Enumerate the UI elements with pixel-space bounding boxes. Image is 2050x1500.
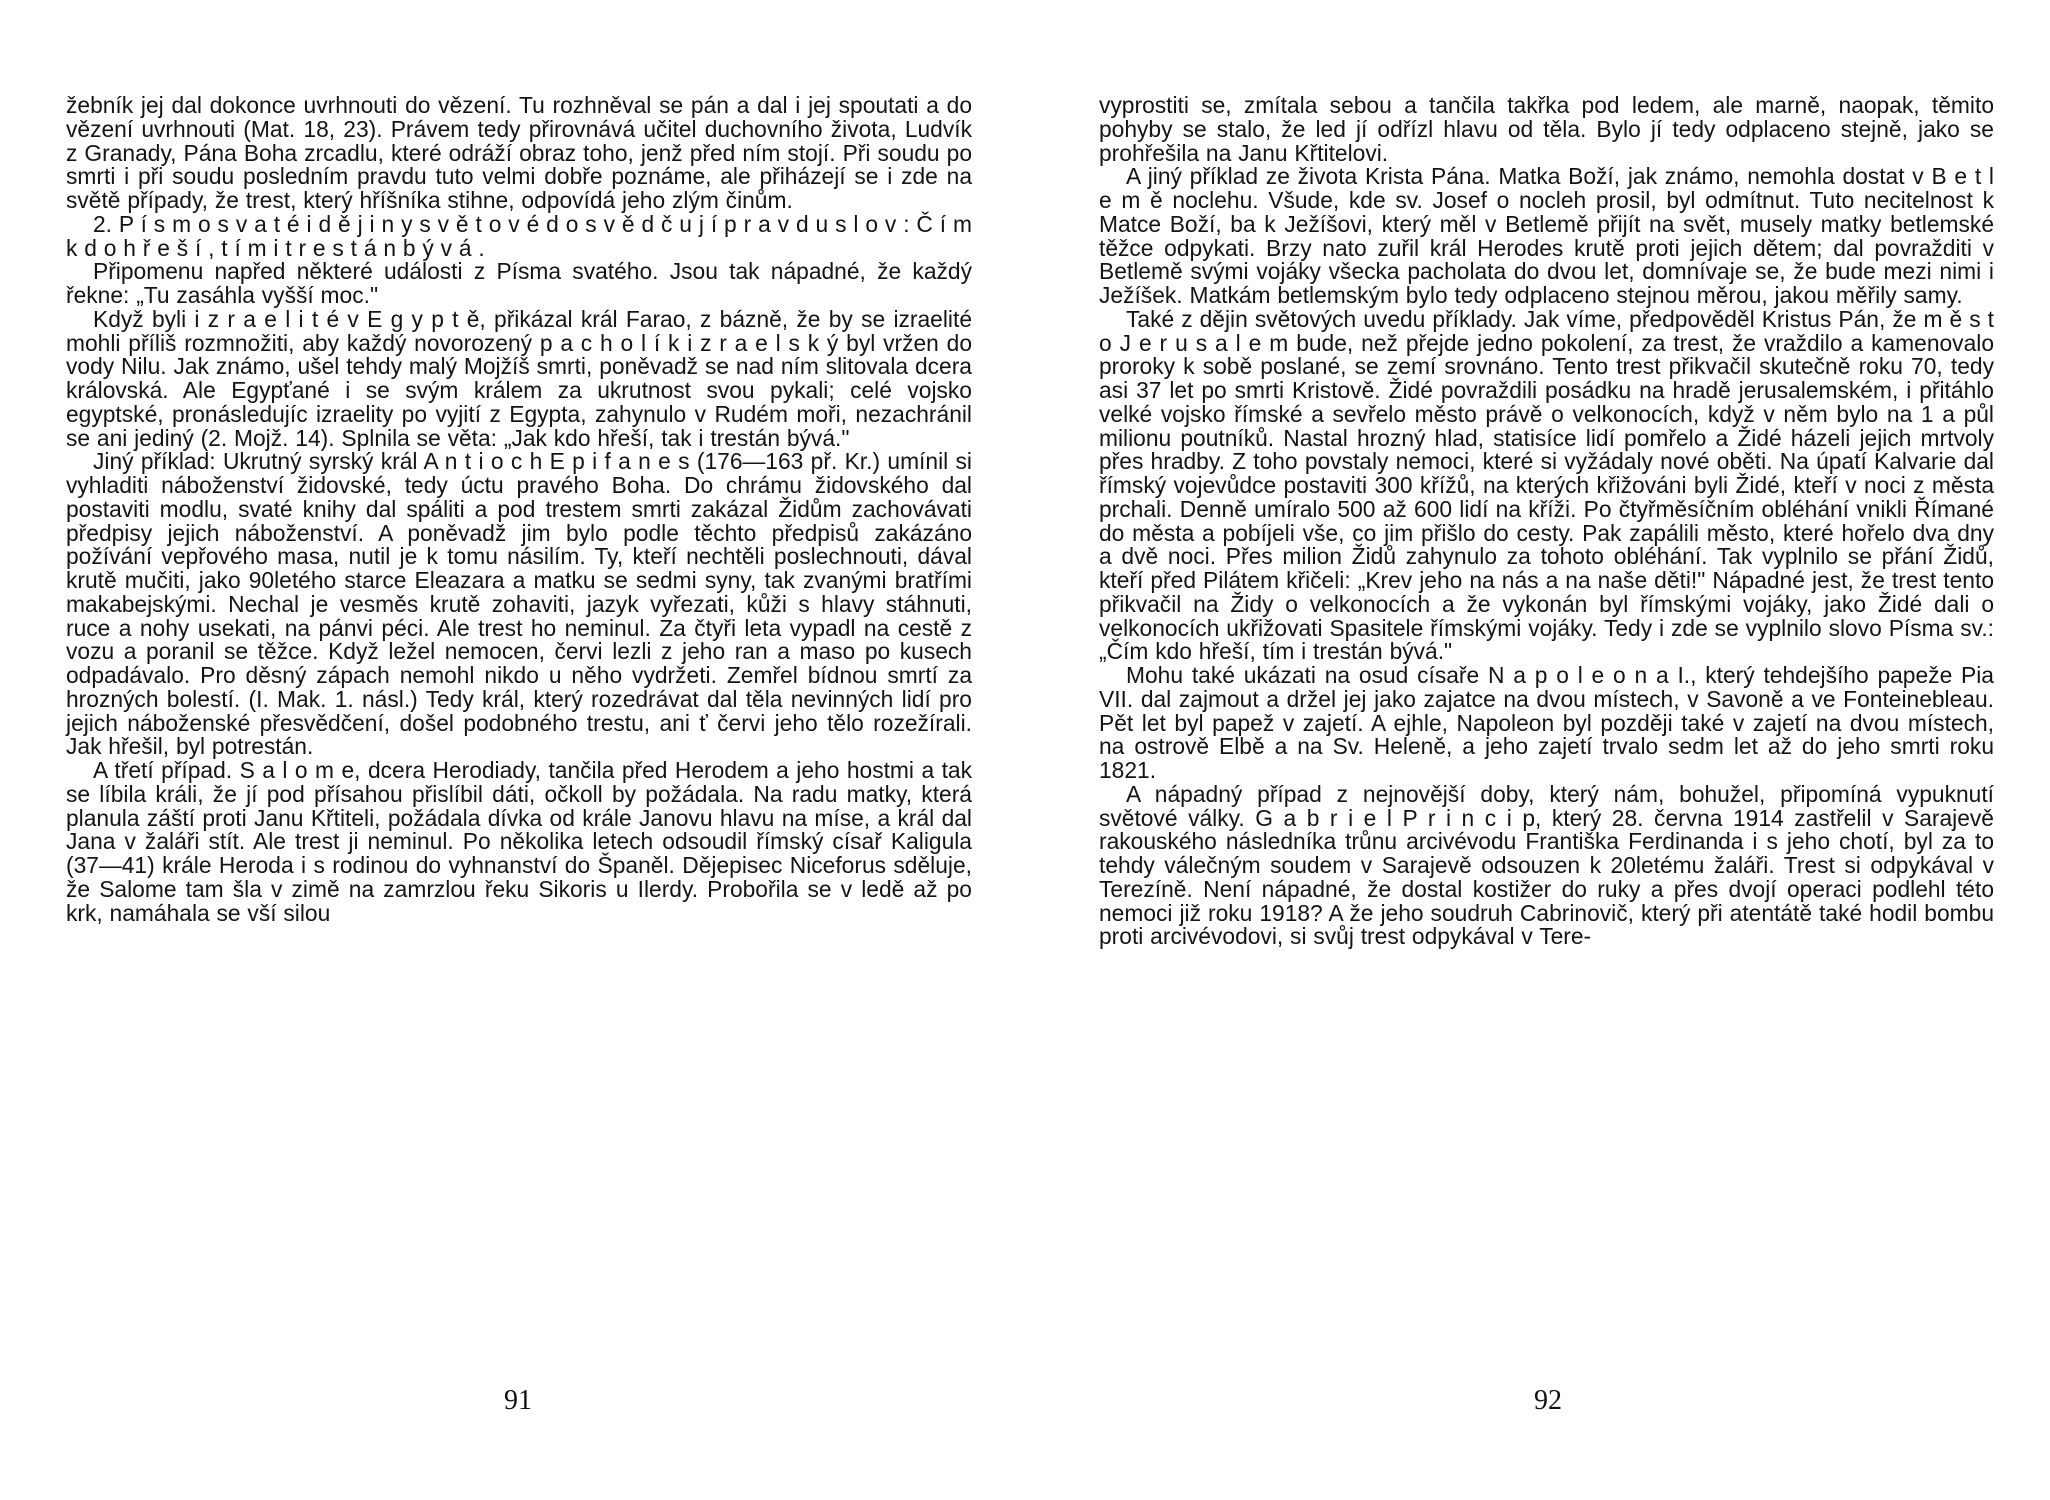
paragraph: Připomenu napřed některé události z Písma svatého. Jsou tak nápadné, že každý řekne: „Tu zasáhla vyšší moc." bbox=[66, 258, 972, 308]
page-number: 91 bbox=[504, 1385, 532, 1416]
right-page bbox=[1099, 94, 1994, 949]
paragraph: Mohu také ukázati na osud císaře N a p o l e o n a I., který tehdejšího papeže Pia VII. dal zajmout a držel jej jako zajatce na dvou místech, v Savoně a ve Fonteinebleau. Pět let byl papež v zajetí. A ejhle, Napoleon byl později také v zajetí na dvou místech, na ostrově Elbě a na Sv. Heleně, a jeho zajetí trvalo sedm let až do jeho smrti roku 1821. bbox=[1099, 662, 1994, 783]
paragraph: A třetí případ. S a l o m e, dcera Herodiady, tančila před Herodem a jeho hostmi a tak se líbila králi, že jí pod přísahou přislíbil dáti, očkoll by požádala. Na radu matky, která planula záští proti Janu Křtiteli, požádala dívka od krále Janovu hlavu na míse, a král dal Jana v žaláři stít. Ale trest ji neminul. Po několika letech odsoudil římský císař Kaligula (37—41) krále Heroda i s rodinou do vyhnanství do Španěl. Dějepisec Niceforus sděluje, že Salome tam šla v zimě na zamrzlou řeku Sikoris u Ilerdy. Probořila se v ledě až po krk, namáhala se vší silou bbox=[66, 757, 972, 926]
paragraph: A jiný příklad ze života Krista Pána. Matka Boží, jak známo, nemohla dostat v B e t l e m ě noclehu. Všude, kde sv. Josef o nocleh prosil, byl odmítnut. Tuto necitelnost k Matce Boží, ba k Ježíšovi, který měl v Betlemě přijít na svět, musely matky betlemské těžce odpykati. Brzy nato zuřil král Herodes krutě proti jejich dětem; dal povražditi v Betlemě svými vojáky všecka pacholata do dvou let, domnívaje se, že bude mezi nimi i Ježíšek. Matkám betlemským bylo tedy odplaceno stejnou měrou, jakou měřily samy. bbox=[1099, 163, 1994, 308]
left-page bbox=[66, 94, 972, 925]
paragraph: Jiný příklad: Ukrutný syrský král A n t i o c h E p i f a n e s (176—163 př. Kr.) umínil si vyhladiti náboženství židovské, tedy úctu pravého Boha. Do chrámu židovského dal postaviti modlu, svaté knihy dal spáliti a pod trestem smrti zakázal Židům zachovávati předpisy jejich náboženství. A poněvadž jim bylo podle těchto předpisů zakázáno požívání vepřového masa, nutil je k tomu násilím. Ty, kteří nechtěli poslechnouti, dával krutě mučiti, jako 90letého starce Eleazara a matku se sedmi syny, tak zvanými bratřími makabejskými. Nechal je vesměs krutě zohaviti, jazyk vyřezati, kůži s hlavy stáhnuti, ruce a nohy usekati, na pánvi péci. Ale trest ho neminul. Za čtyři leta vypadl na cestě z vozu a poranil se těžce. Když ležel nemocen, červi lezli z jeho ran a maso po kusech odpadávalo. Pro děsný zápach nemohl nikdo u něho vydržeti. Zemřel bídnou smrtí za hrozných bolestí. (I. Mak. 1. násl.) Tedy král, který rozedrávat dal těla nevinných lidí pro jejich náboženské přesvědčení, došel podobného trestu, ani ť červi jeho tělo rozežírali. Jak hřešil, byl potrestán. bbox=[66, 448, 972, 760]
paragraph: A nápadný případ z nejnovější doby, který nám, bohužel, připomíná vypuknutí světové války. G a b r i e l P r i n c i p, který 28. června 1914 zastřelil v Sarajevě rakouského následníka trůnu arcivévodu Františka Ferdinanda i s jeho chotí, byl za to tehdy válečným soudem v Sarajevě odsouzen k 20letému žaláři. Trest si odpykával v Terezíně. Není nápadné, že dostal kostižer do ruky a přes dvojí operaci podlehl této nemoci již roku 1918? A že jeho soudruh Cabrinovič, který při atentátě také hodil bombu proti arcivévodovi, si svůj trest odpykával v Tere- bbox=[1099, 780, 1994, 950]
page-number: 92 bbox=[1534, 1385, 1562, 1416]
paragraph: žebník jej dal dokonce uvrhnouti do vězení. Tu rozhněval se pán a dal i jej spoutati a do vězení uvrhnouti (Mat. 18, 23). Právem tedy přirovnává učitel duchovního života, Ludvík z Granady, Pána Boha zrcadlu, které odráží obraz toho, jenž před ním stojí. Při soudu po smrti i při soudu posledním pravdu tuto velmi dobře poznáme, ale přiházejí se i zde na světě případy, že trest, který hříšníka stihne, odpovídá jeho zlým činům. bbox=[66, 92, 972, 213]
paragraph: Také z dějin světových uvedu příklady. Jak víme, předpověděl Kristus Pán, že m ě s t o J e r u s a l e m bude, než přejde jedno pokolení, za trest, že vraždilo a kamenovalo proroky k sobě poslané, se zemí srovnáno. Tento trest přikvačil skutečně roku 70, tedy asi 37 let po smrti Kristově. Židé povraždili posádku na hradě jerusalemském, i přitáhlo velké vojsko římské a sevřelo město právě o velkonocích, když v něm bylo na 1 a půl milionu poutníků. Nastal hrozný hlad, statisíce lidí pomřelo a Židé házeli jejich mrtvoly přes hradby. Z toho povstaly nemoci, které si vyžádaly nové oběti. Na úpatí Kalvarie dal římský vojevůdce postaviti 300 křížů, na kterých křižováni byli Židé, kteří v noci z města prchali. Denně umíralo 500 až 600 lidí na kříži. Po čtyřměsíčním obléhání vnikli Římané do města a pobíjeli vše, co jim přišlo do cesty. Pak zapálili město, které hořelo dva dny a dvě noci. Přes milion Židů zahynulo za tohoto obléhání. Tak vyplnilo se přání Židů, kteří před Pilátem křičeli: „Krev jeho na nás a na naše děti!" Nápadné jest, že trest tento přikvačil na Židy o velkonocích a že vykonán byl římskými vojáky, jako Židé dali o velkonocích ukřižovati Spasitele římskými vojáky. Tedy i zde se vyplnilo slovo Písma sv.: „Čím kdo hřeší, tím i trestán bývá." bbox=[1099, 305, 1994, 665]
paragraph: Když byli i z r a e l i t é v E g y p t ě, přikázal král Farao, z bázně, že by se izraelité mohli příliš rozmnožiti, aby každý novorozený p a c h o l í k i z r a e l s k ý byl vržen do vody Nilu. Jak známo, ušel tehdy malý Mojžíš smrti, poněvadž se nad ním slitovala dcera královská. Ale Egypťané i se svým králem za ukrutnost svou pykali; celé vojsko egyptské, pronásledujíc izraelity po vyjití z Egypta, zahynulo v Rudém moři, nezachránil se ani jediný (2. Mojž. 14). Splnila se věta: „Jak kdo hřeší, tak i trestán bývá." bbox=[66, 305, 972, 451]
paragraph: 2. P í s m o s v a t é i d ě j i n y s v ě t o v é d o s v ě d č u j í p r a v d u s l o v : Č í m k d o h ř e š í , t í m i t r e s t á n b ý v á . bbox=[66, 210, 972, 261]
paragraph: vyprostiti se, zmítala sebou a tančila takřka pod ledem, ale marně, naopak, těmito pohyby se stalo, že led jí odřízl hlavu od těla. Bylo jí tedy odplaceno stejně, jako se prohřešila na Janu Křtitelovi. bbox=[1099, 92, 1994, 166]
